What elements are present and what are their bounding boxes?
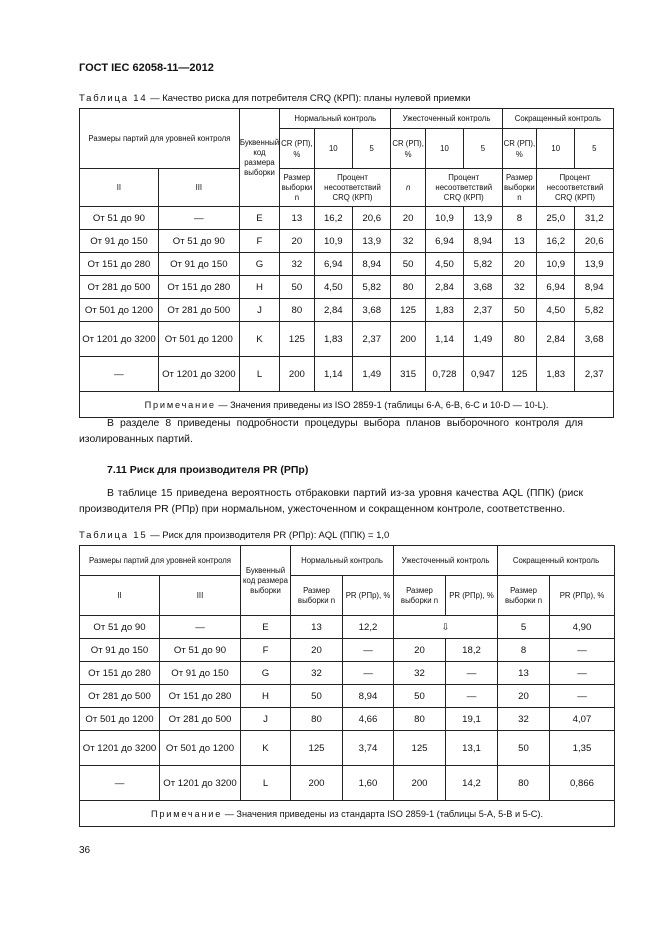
table-cell: От 51 до 90 <box>80 616 160 639</box>
table-cell: H <box>241 685 291 708</box>
table-cell: 50 <box>394 685 446 708</box>
table-cell: От 501 до 1200 <box>160 731 241 766</box>
table-cell: От 91 до 150 <box>158 253 239 276</box>
table-cell: 13 <box>498 662 550 685</box>
table-cell: L <box>241 766 291 801</box>
table-cell: От 1201 до 3200 <box>160 766 241 801</box>
table-cell: 80 <box>291 708 343 731</box>
table-cell: 50 <box>391 253 425 276</box>
table-cell: 20 <box>498 685 550 708</box>
t15-head-level-ii: II <box>80 576 160 616</box>
t14-head-tightened: Ужесточенный контроль <box>391 109 502 129</box>
table-row <box>80 322 614 357</box>
table-cell: 13 <box>502 230 536 253</box>
t14-head-sample-size: Размер выборки n <box>280 169 314 207</box>
paragraph-isolated-lots: В разделе 8 приведены подробности процедуры выбора планов выборочного контроля для изолированных партий. <box>79 418 583 445</box>
table-cell: 4,50 <box>314 276 352 299</box>
table-cell: От 151 до 280 <box>158 276 239 299</box>
table15-caption-label: Таблица 15 <box>79 530 148 541</box>
table-cell: 4,90 <box>550 616 615 639</box>
t14-head-letter-code: Буквенный код размера выборки <box>239 109 279 207</box>
table-cell: От 1201 до 3200 <box>80 731 160 766</box>
table-cell: 8,94 <box>464 230 502 253</box>
t14-note <box>80 392 614 418</box>
t14-head-five: 5 <box>353 129 391 169</box>
table-cell: 20,6 <box>575 230 614 253</box>
table-cell: G <box>239 253 279 276</box>
table-cell: 14,2 <box>446 766 498 801</box>
table-cell: От 151 до 280 <box>80 253 159 276</box>
table-cell: 13 <box>280 207 314 230</box>
t15-note-text: — Значения приведены из стандарта ISO 2859-1 (таблицы 5-А, 5-В и 5-С). <box>222 808 544 819</box>
table-cell: 1,14 <box>425 322 463 357</box>
table-cell: K <box>241 731 291 766</box>
table-cell: 2,37 <box>575 357 614 392</box>
table-cell: — <box>446 662 498 685</box>
table-cell: От 281 до 500 <box>80 685 160 708</box>
t15-head-tightened: Ужесточенный контроль <box>394 546 498 576</box>
table-cell: 32 <box>391 230 425 253</box>
table-cell: — <box>343 639 394 662</box>
table-cell: 12,2 <box>343 616 394 639</box>
t14-head-cr: CR (РП), % <box>391 129 425 169</box>
t14-head-ten: 10 <box>314 129 352 169</box>
t14-head-normal: Нормальный контроль <box>280 109 391 129</box>
table-14 <box>79 108 614 418</box>
table-cell: 4,50 <box>537 299 575 322</box>
table-cell: 1,60 <box>343 766 394 801</box>
table-cell: 1,83 <box>314 322 352 357</box>
t15-head-pr: PR (РПр), % <box>446 576 498 616</box>
table-cell: 0,947 <box>464 357 502 392</box>
table-cell: От 91 до 150 <box>80 639 160 662</box>
table-cell: 6,94 <box>425 230 463 253</box>
table-cell: От 281 до 500 <box>158 299 239 322</box>
table-cell: 200 <box>394 766 446 801</box>
table-cell: 8,94 <box>575 276 614 299</box>
table-cell: 10,9 <box>537 253 575 276</box>
t14-head-percent: Процент несоответствий CRQ (КРП) <box>537 169 614 207</box>
table-cell: 20,6 <box>353 207 391 230</box>
table-cell: — <box>80 766 160 801</box>
table-cell: 2,84 <box>314 299 352 322</box>
table-cell: 50 <box>498 731 550 766</box>
table-cell: 20 <box>394 639 446 662</box>
table-row <box>80 299 614 322</box>
table-row <box>80 616 615 639</box>
t14-body <box>80 207 614 392</box>
table-cell: 2,37 <box>464 299 502 322</box>
table15-caption <box>79 530 389 541</box>
table-cell: 32 <box>291 662 343 685</box>
t14-head-n: n <box>391 169 425 207</box>
table-cell: 1,83 <box>537 357 575 392</box>
t15-head-lot-sizes: Размеры партий для уровней контроля <box>80 546 241 576</box>
table-cell: 80 <box>394 708 446 731</box>
table-cell: 20 <box>502 253 536 276</box>
page-number: 36 <box>79 845 91 856</box>
t15-head-sample-size: Размер выборки n <box>498 576 550 616</box>
table-cell: От 151 до 280 <box>160 685 241 708</box>
table-row <box>80 639 615 662</box>
t15-head-reduced: Сокращенный контроль <box>498 546 615 576</box>
table-cell: 80 <box>502 322 536 357</box>
table-cell: От 501 до 1200 <box>158 322 239 357</box>
table-cell: 0,728 <box>425 357 463 392</box>
table-cell: 3,68 <box>575 322 614 357</box>
table-cell: 0,866 <box>550 766 615 801</box>
table-cell: 4,07 <box>550 708 615 731</box>
table-cell: 50 <box>502 299 536 322</box>
table-cell: — <box>160 616 241 639</box>
table-cell: 18,2 <box>446 639 498 662</box>
t14-note-text: — Значения приведены из ISO 2859-1 (таблицы 6-А, 6-В, 6-С и 10-D — 10-L). <box>215 399 549 410</box>
table-cell: 5,82 <box>575 299 614 322</box>
table-cell: 32 <box>502 276 536 299</box>
table-cell: — <box>550 639 615 662</box>
table-cell: 3,74 <box>343 731 394 766</box>
t15-note <box>80 801 615 827</box>
table-cell: 125 <box>280 322 314 357</box>
table-cell: J <box>239 299 279 322</box>
table-cell: 20 <box>391 207 425 230</box>
table-cell: 2,84 <box>537 322 575 357</box>
table-cell: K <box>239 322 279 357</box>
table-cell: 50 <box>291 685 343 708</box>
t14-head-sample-size: Размер выборки n <box>502 169 536 207</box>
table-row <box>80 708 615 731</box>
table-row <box>80 253 614 276</box>
t14-head-level-iii: III <box>158 169 239 207</box>
document-header: ГОСТ IEC 62058-11—2012 <box>79 62 214 74</box>
t15-head-sample-size: Размер выборки n <box>291 576 343 616</box>
table-cell: 32 <box>280 253 314 276</box>
table-cell: 19,1 <box>446 708 498 731</box>
table-cell: 13,1 <box>446 731 498 766</box>
t15-head-pr: PR (РПр), % <box>550 576 615 616</box>
table-cell: F <box>241 639 291 662</box>
table-cell: От 281 до 500 <box>160 708 241 731</box>
table14-caption-label: Таблица 14 <box>79 93 148 104</box>
table-cell: 13 <box>291 616 343 639</box>
table-cell: ⇩ <box>394 616 498 639</box>
table15-caption-text: — Риск для производителя PR (РПр): AQL (ППК) = 1,0 <box>147 530 390 541</box>
table-cell: От 1201 до 3200 <box>80 322 159 357</box>
t14-head-lot-sizes: Размеры партий для уровней контроля <box>80 109 240 169</box>
table-cell: 2,84 <box>425 276 463 299</box>
table-row <box>80 766 615 801</box>
table-cell: — <box>158 207 239 230</box>
table-cell: J <box>241 708 291 731</box>
table-cell: 5,82 <box>464 253 502 276</box>
table-cell: E <box>241 616 291 639</box>
table-row <box>80 207 614 230</box>
t14-head-ten: 10 <box>425 129 463 169</box>
table-cell: 125 <box>391 299 425 322</box>
table-cell: 5,82 <box>353 276 391 299</box>
table-cell: 80 <box>280 299 314 322</box>
table-cell: 13,9 <box>575 253 614 276</box>
table-cell: От 51 до 90 <box>160 639 241 662</box>
table-cell: 10,9 <box>425 207 463 230</box>
table-cell: 20 <box>280 230 314 253</box>
table-cell: От 1201 до 3200 <box>158 357 239 392</box>
table14-caption-text: — Качество риска для потребителя CRQ (КРП): планы нулевой приемки <box>147 93 471 104</box>
table-cell: 125 <box>291 731 343 766</box>
table-cell: 200 <box>291 766 343 801</box>
table-cell: 200 <box>391 322 425 357</box>
table-cell: 31,2 <box>575 207 614 230</box>
t15-head-normal: Нормальный контроль <box>291 546 394 576</box>
table-cell: 8,94 <box>353 253 391 276</box>
table-row <box>80 685 615 708</box>
table-cell: 16,2 <box>537 230 575 253</box>
table-row <box>80 276 614 299</box>
table-cell: 8 <box>502 207 536 230</box>
table-cell: L <box>239 357 279 392</box>
t15-head-sample-size: Размер выборки n <box>394 576 446 616</box>
t14-note-label: Примечание <box>144 399 216 410</box>
table-cell: 80 <box>391 276 425 299</box>
table-15 <box>79 545 615 827</box>
table-cell: 13,9 <box>353 230 391 253</box>
t14-head-five: 5 <box>575 129 614 169</box>
t14-head-level-ii: II <box>80 169 159 207</box>
t14-head-five: 5 <box>464 129 502 169</box>
t14-head-percent: Процент несоответствий CRQ (КРП) <box>425 169 502 207</box>
table-cell: 6,94 <box>537 276 575 299</box>
table-cell: 8 <box>498 639 550 662</box>
t14-head-cr: CR (РП), % <box>280 129 314 169</box>
table-cell: 16,2 <box>314 207 352 230</box>
section-heading-7-11: 7.11 Риск для производителя PR (РПр) <box>107 464 309 476</box>
table-row <box>80 230 614 253</box>
table-cell: 1,14 <box>314 357 352 392</box>
table-cell: 32 <box>498 708 550 731</box>
t15-note-label: Примечание <box>150 808 223 819</box>
table-cell: H <box>239 276 279 299</box>
t14-head-reduced: Сокращенный контроль <box>502 109 613 129</box>
table14-caption <box>79 93 470 104</box>
table-cell: От 51 до 90 <box>80 207 159 230</box>
table-cell: 80 <box>498 766 550 801</box>
table-cell: 4,50 <box>425 253 463 276</box>
table-cell: 50 <box>280 276 314 299</box>
table-row <box>80 662 615 685</box>
table-cell: 3,68 <box>353 299 391 322</box>
table-cell: 5 <box>498 616 550 639</box>
table-cell: 8,94 <box>343 685 394 708</box>
table-cell: 6,94 <box>314 253 352 276</box>
table-cell: 315 <box>391 357 425 392</box>
t15-head-letter-code: Буквенный код размера выборки <box>241 546 291 616</box>
table-cell: — <box>550 662 615 685</box>
table-cell: 25,0 <box>537 207 575 230</box>
table-cell: От 501 до 1200 <box>80 708 160 731</box>
table-cell: — <box>343 662 394 685</box>
t15-head-pr: PR (РПр), % <box>343 576 394 616</box>
table-cell: От 91 до 150 <box>80 230 159 253</box>
table-cell: — <box>80 357 159 392</box>
table-cell: От 91 до 150 <box>160 662 241 685</box>
table-cell: 2,37 <box>353 322 391 357</box>
table-cell: 20 <box>291 639 343 662</box>
table-cell: 1,83 <box>425 299 463 322</box>
table-cell: 125 <box>394 731 446 766</box>
t15-head-level-iii: III <box>160 576 241 616</box>
table-cell: От 281 до 500 <box>80 276 159 299</box>
table-cell: 1,35 <box>550 731 615 766</box>
table-cell: От 51 до 90 <box>158 230 239 253</box>
table-cell: G <box>241 662 291 685</box>
table-cell: 125 <box>502 357 536 392</box>
paragraph-table15-intro: В таблице 15 приведена вероятность отбраковки партий из-за уровня качества AQL (ППК) (риск производителя PR (РПр) при нормальном, ужесточенном и сокращенном контроле, соответственно. <box>79 488 583 515</box>
table-cell: 1,49 <box>353 357 391 392</box>
table-cell: — <box>550 685 615 708</box>
table-cell: 200 <box>280 357 314 392</box>
t14-head-cr: CR (РП), % <box>502 129 536 169</box>
table-cell: От 501 до 1200 <box>80 299 159 322</box>
t15-body <box>80 616 615 801</box>
table-cell: 32 <box>394 662 446 685</box>
table-cell: 1,49 <box>464 322 502 357</box>
table-cell: 3,68 <box>464 276 502 299</box>
table-cell: От 151 до 280 <box>80 662 160 685</box>
table-cell: 4,66 <box>343 708 394 731</box>
t14-head-ten: 10 <box>537 129 575 169</box>
t14-head-percent: Процент несоответствий CRQ (КРП) <box>314 169 391 207</box>
table-cell: F <box>239 230 279 253</box>
table-cell: E <box>239 207 279 230</box>
table-cell: 10,9 <box>314 230 352 253</box>
table-row <box>80 357 614 392</box>
table-cell: 13,9 <box>464 207 502 230</box>
table-cell: — <box>446 685 498 708</box>
table-row <box>80 731 615 766</box>
